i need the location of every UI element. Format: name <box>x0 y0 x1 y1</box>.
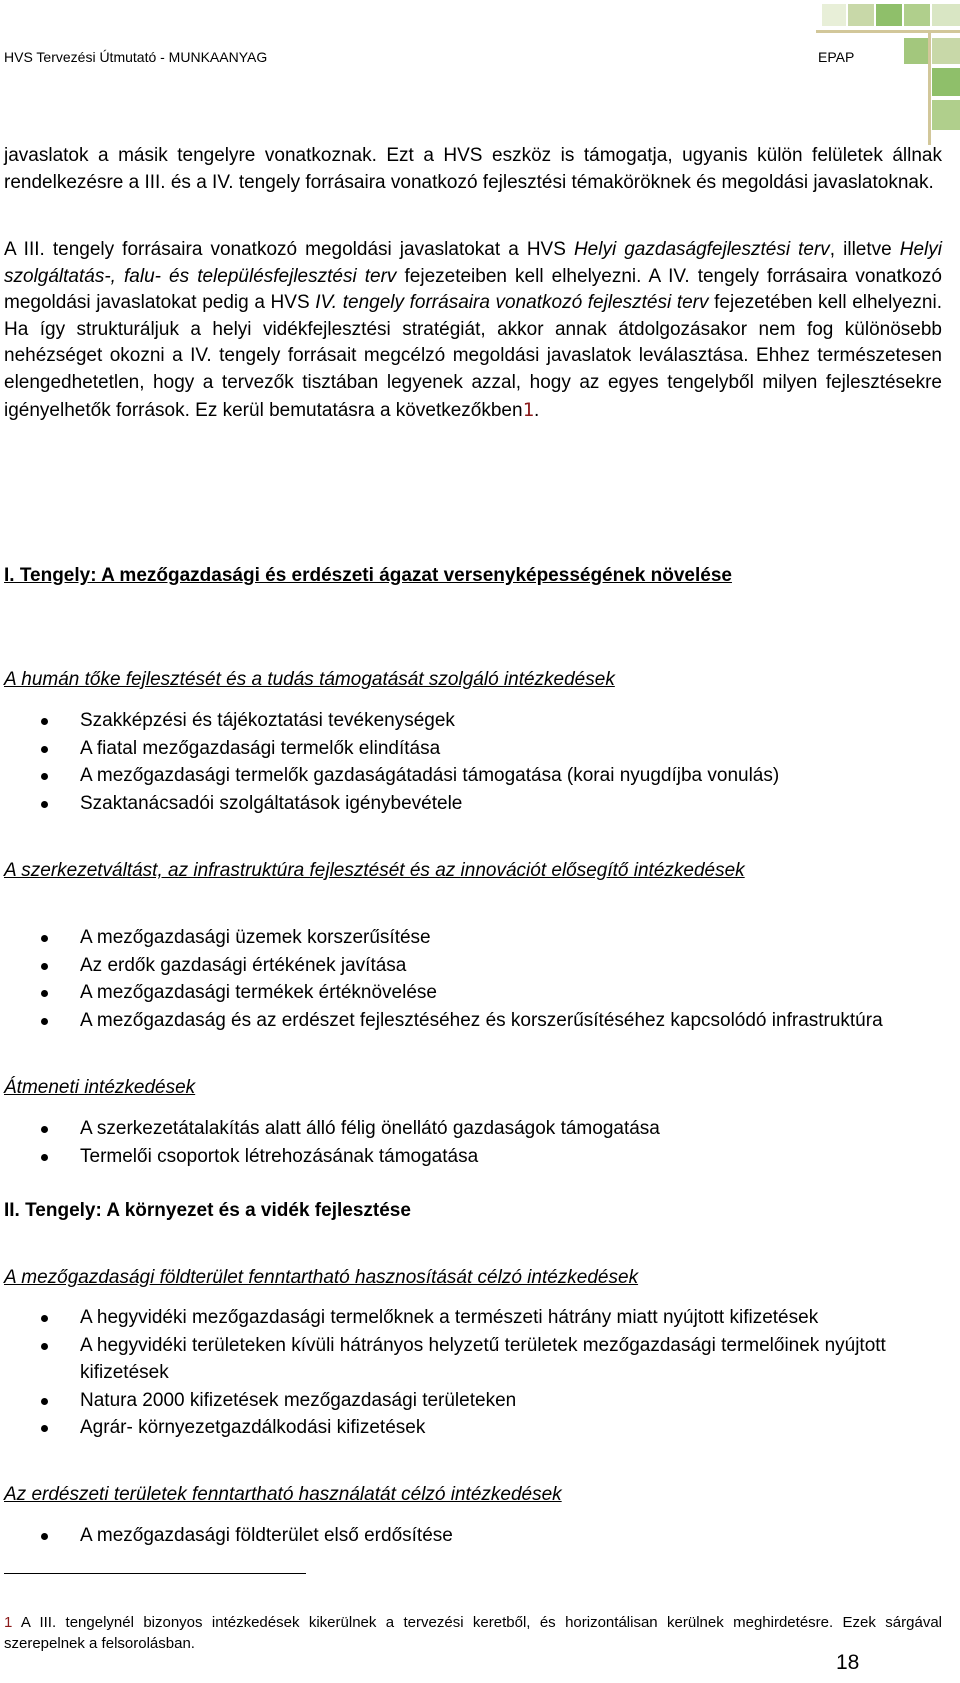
intro-text-2e: fejezeteiben kell elhelyezni. A IV. tengely forrásaira vonatkozó megoldási javaslatokat pedig a HVS <box>4 265 943 314</box>
page-number: 18 <box>836 1651 860 1674</box>
footnote-text: A III. tengelynél bizonyos intézkedések kikerülnek a tervezési keretből, és horizontálisan kerülnek meghirdetésre. Ezek sárgával szerepelnek a felsorolásban. <box>4 1614 942 1652</box>
list-item: Termelői csoportok létrehozásának támogatása <box>0 1143 942 1171</box>
plan-name-local-services: Helyi szolgáltatás-, falu- és településfejlesztési terv <box>4 239 942 287</box>
list-item: Az erdők gazdasági értékének javítása <box>0 952 942 980</box>
plan-name-local-economy: Helyi gazdaságfejlesztési terv <box>573 239 830 260</box>
axis1-group2-title: A szerkezetváltást, az infrastruktúra fejlesztését és az innovációt elősegítő intézkedések <box>4 860 745 881</box>
list-item: A mezőgazdasági üzemek korszerűsítése <box>0 924 942 952</box>
intro-paragraph-1 <box>4 142 942 196</box>
running-header-title: HVS Tervezési Útmutató - MUNKAANYAG <box>4 49 268 65</box>
axis1-group2-list <box>0 924 942 1034</box>
axis1-heading: I. Tengely: A mezőgazdasági és erdészeti ágazat versenyképességének növelése <box>4 565 732 586</box>
list-item: A mezőgazdasági termelők gazdaságátadási támogatása (korai nyugdíjba vonulás) <box>0 762 942 790</box>
axis2-group1-title: A mezőgazdasági földterület fenntartható hasznosítását célzó intézkedések <box>4 1267 639 1288</box>
axis2-group2-title: Az erdészeti területek fenntartható használatát célzó intézkedések <box>4 1484 562 1505</box>
list-item: Agrár- környezetgazdálkodási kifizetések <box>0 1414 942 1442</box>
list-item: A mezőgazdaság és az erdészet fejlesztéséhez és korszerűsítéséhez kapcsolódó infrastruktúra <box>0 1007 942 1035</box>
intro-text-1: javaslatok a másik tengelyre vonatkoznak. Ezt a HVS eszköz is támogatja, ugyanis külön felületek állnak rendelkezésre a III. és a IV. tengely forrásaira vonatkozó fejlesztési témaköröknek és megoldási javaslatoknak. <box>4 145 942 193</box>
intro-text-2a: A III. tengely forrásaira vonatkozó megoldási javaslatokat a HVS <box>4 239 574 260</box>
axis1-group1-title: A humán tőke fejlesztését és a tudás támogatását szolgáló intézkedések <box>4 669 615 690</box>
axis2-heading: II. Tengely: A környezet és a vidék fejlesztése <box>4 1200 411 1221</box>
footnote-reference[interactable]: 1 <box>522 398 535 421</box>
intro-text-end: . <box>534 399 540 421</box>
list-item: A hegyvidéki területeken kívüli hátrányos helyzetű területek mezőgazdasági termelőinek nyújtott kifizetések <box>0 1332 942 1387</box>
axis2-group1-list <box>0 1304 942 1442</box>
logo-grid <box>816 0 960 145</box>
axis1-group1-list <box>0 707 942 817</box>
intro-text-2c: , illetve <box>829 239 900 260</box>
list-item: Szakképzési és tájékoztatási tevékenységek <box>0 707 942 735</box>
axis2-group2-list <box>0 1522 942 1550</box>
list-item: A szerkezetátalakítás alatt álló félig önellátó gazdaságok támogatása <box>0 1115 942 1143</box>
axis1-group3-title: Átmeneti intézkedések <box>4 1077 196 1098</box>
list-item: A mezőgazdasági földterület első erdősítése <box>0 1522 942 1550</box>
footnote-separator <box>4 1573 306 1574</box>
footnote-number: 1 <box>4 1614 13 1631</box>
running-header-code: EPAP <box>818 49 855 65</box>
footnote <box>4 1612 942 1654</box>
intro-paragraph-2 <box>4 237 942 424</box>
list-item: Natura 2000 kifizetések mezőgazdasági területeken <box>0 1387 942 1415</box>
list-item: A fiatal mezőgazdasági termelők elindítása <box>0 735 942 763</box>
axis1-group3-list <box>0 1115 942 1170</box>
plan-name-axis-iv: IV. tengely forrásaira vonatkozó fejlesztési terv <box>315 292 709 314</box>
intro-text-2g: fejezetében kell elhelyezni. Ha így strukturáljuk a helyi vidékfejlesztési stratégiát, akkor annak átdolgozásakor nem fog különösebb nehézséget okozni a IV. tengely forrásait megcélzó megoldási javaslatok leválasztása. Ehhez természetesen elengedhetetlen, hogy a tervezők tisztában legyenek azzal, hogy az egyes tengelyből milyen fejlesztésekre igényelhetők források. Ez kerül bemutatásra a következőkben <box>4 292 942 421</box>
list-item: Szaktanácsadói szolgáltatások igénybevétele <box>0 790 942 818</box>
list-item: A hegyvidéki mezőgazdasági termelőknek a természeti hátrány miatt nyújtott kifizetések <box>0 1304 942 1332</box>
list-item: A mezőgazdasági termékek értéknövelése <box>0 979 942 1007</box>
